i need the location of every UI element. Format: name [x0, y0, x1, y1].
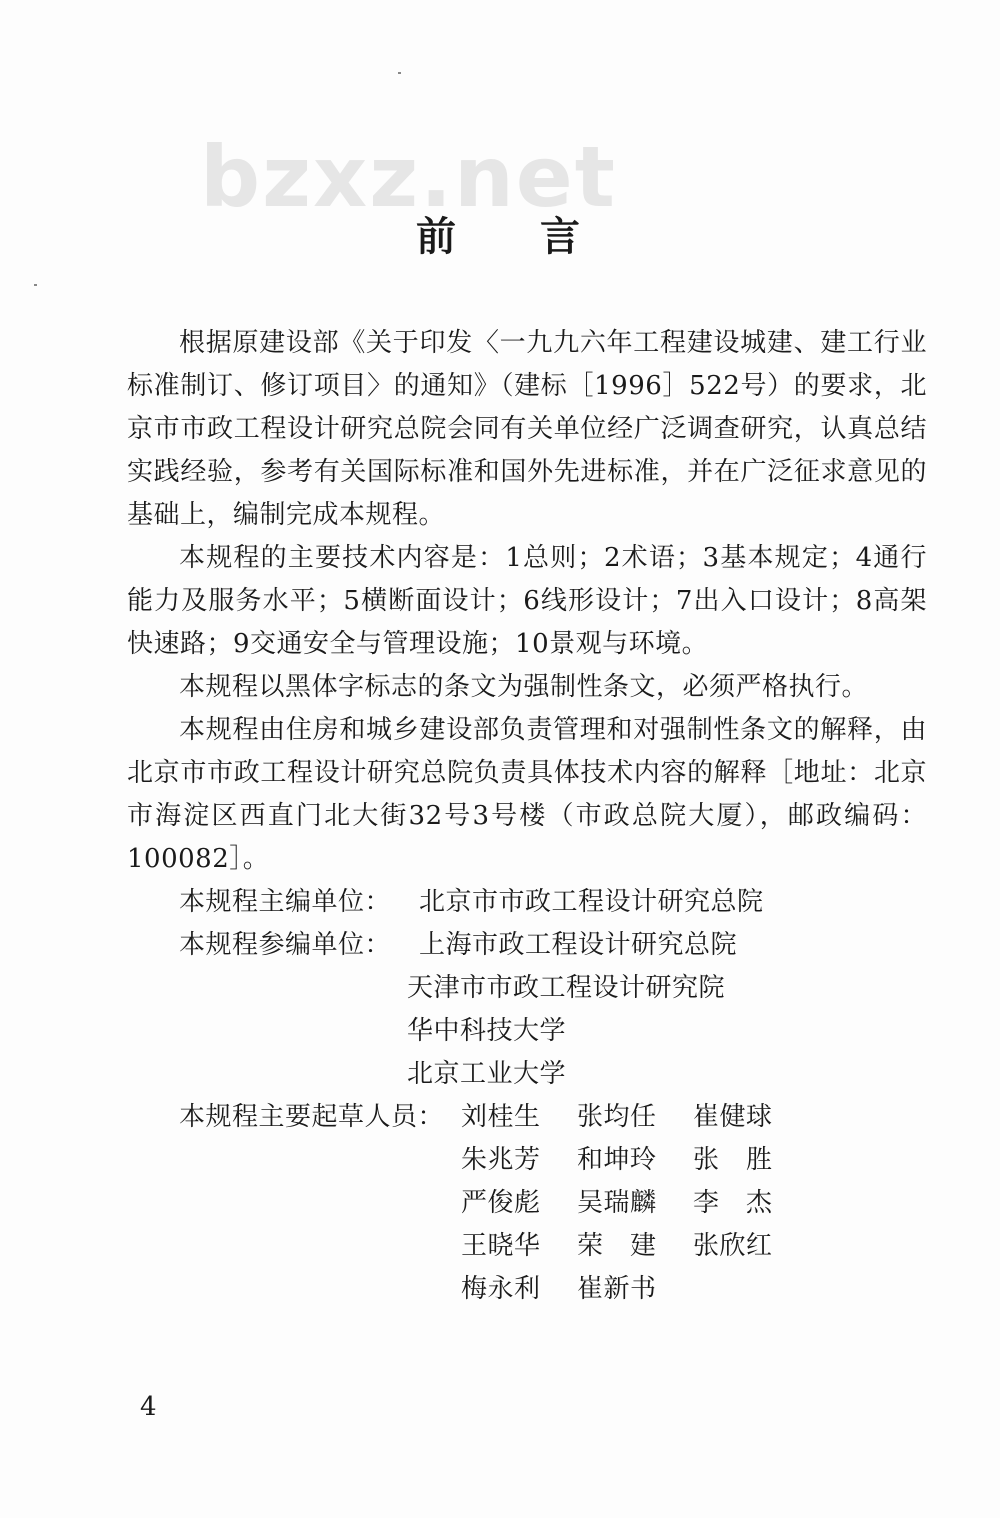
drafter-name: 朱兆芳 [461, 1145, 541, 1175]
drafter-name: 崔新书 [577, 1274, 657, 1304]
drafter-name: 和坤玲 [577, 1145, 657, 1175]
drafter-name: 张均任 [577, 1102, 657, 1132]
drafter-name: 李 杰 [693, 1188, 773, 1218]
chief-unit-label: 本规程主编单位： [179, 887, 392, 917]
participating-unit: 华中科技大学 [407, 1016, 567, 1046]
drafter-name: 荣 建 [577, 1231, 657, 1261]
drafters-label: 本规程主要起草人员： [179, 1102, 445, 1132]
participating-unit-row [127, 924, 927, 967]
paragraph: 本规程由住房和城乡建设部负责管理和对强制性条文的解释，由北京市市政工程设计研究总院负责具体技术内容的解释［地址：北京市海淀区西直门北大街32号3号楼（市政总院大厦），邮政编码：100082］。 [127, 715, 927, 874]
participating-unit: 上海市政工程设计研究总院 [419, 930, 738, 960]
drafters-block [127, 1096, 927, 1311]
drafter-name: 张 胜 [693, 1145, 773, 1175]
page-title [0, 205, 1000, 262]
page-number: 4 [140, 1392, 157, 1422]
scan-speck [398, 72, 401, 74]
chief-unit-row [127, 881, 927, 924]
participating-units-label: 本规程参编单位： [179, 930, 392, 960]
drafter-name: 张欣红 [693, 1231, 773, 1261]
paragraph: 本规程的主要技术内容是：1总则；2术语；3基本规定；4通行能力及服务水平；5横断面设计；6线形设计；7出入口设计；8高架快速路；9交通安全与管理设施；10景观与环境。 [127, 543, 927, 659]
watermark: bzxz.net [200, 128, 617, 226]
drafter-name: 崔健球 [693, 1102, 773, 1132]
drafter-name: 梅永利 [461, 1274, 541, 1304]
drafters-grid [461, 1096, 809, 1311]
participating-unit: 北京工业大学 [407, 1059, 567, 1089]
title-char-2: 言 [540, 213, 584, 260]
participating-unit: 天津市市政工程设计研究院 [407, 973, 726, 1003]
scan-speck [34, 284, 37, 286]
drafter-name: 刘桂生 [461, 1102, 541, 1132]
drafter-name: 严俊彪 [461, 1188, 541, 1218]
title-char-1: 前 [416, 213, 460, 260]
chief-unit-value: 北京市市政工程设计研究总院 [419, 887, 764, 917]
preface-body [127, 322, 927, 1311]
drafter-name: 吴瑞麟 [577, 1188, 657, 1218]
paragraph: 本规程以黑体字标志的条文为强制性条文，必须严格执行。 [179, 672, 869, 702]
paragraph: 根据原建设部《关于印发〈一九九六年工程建设城建、建工行业标准制订、修订项目〉的通知》（建标［1996］522号）的要求，北京市市政工程设计研究总院会同有关单位经广泛调查研究，认真总结实践经验，参考有关国际标准和国外先进标准，并在广泛征求意见的基础上，编制完成本规程。 [127, 328, 927, 530]
drafter-name: 王晓华 [461, 1231, 541, 1261]
